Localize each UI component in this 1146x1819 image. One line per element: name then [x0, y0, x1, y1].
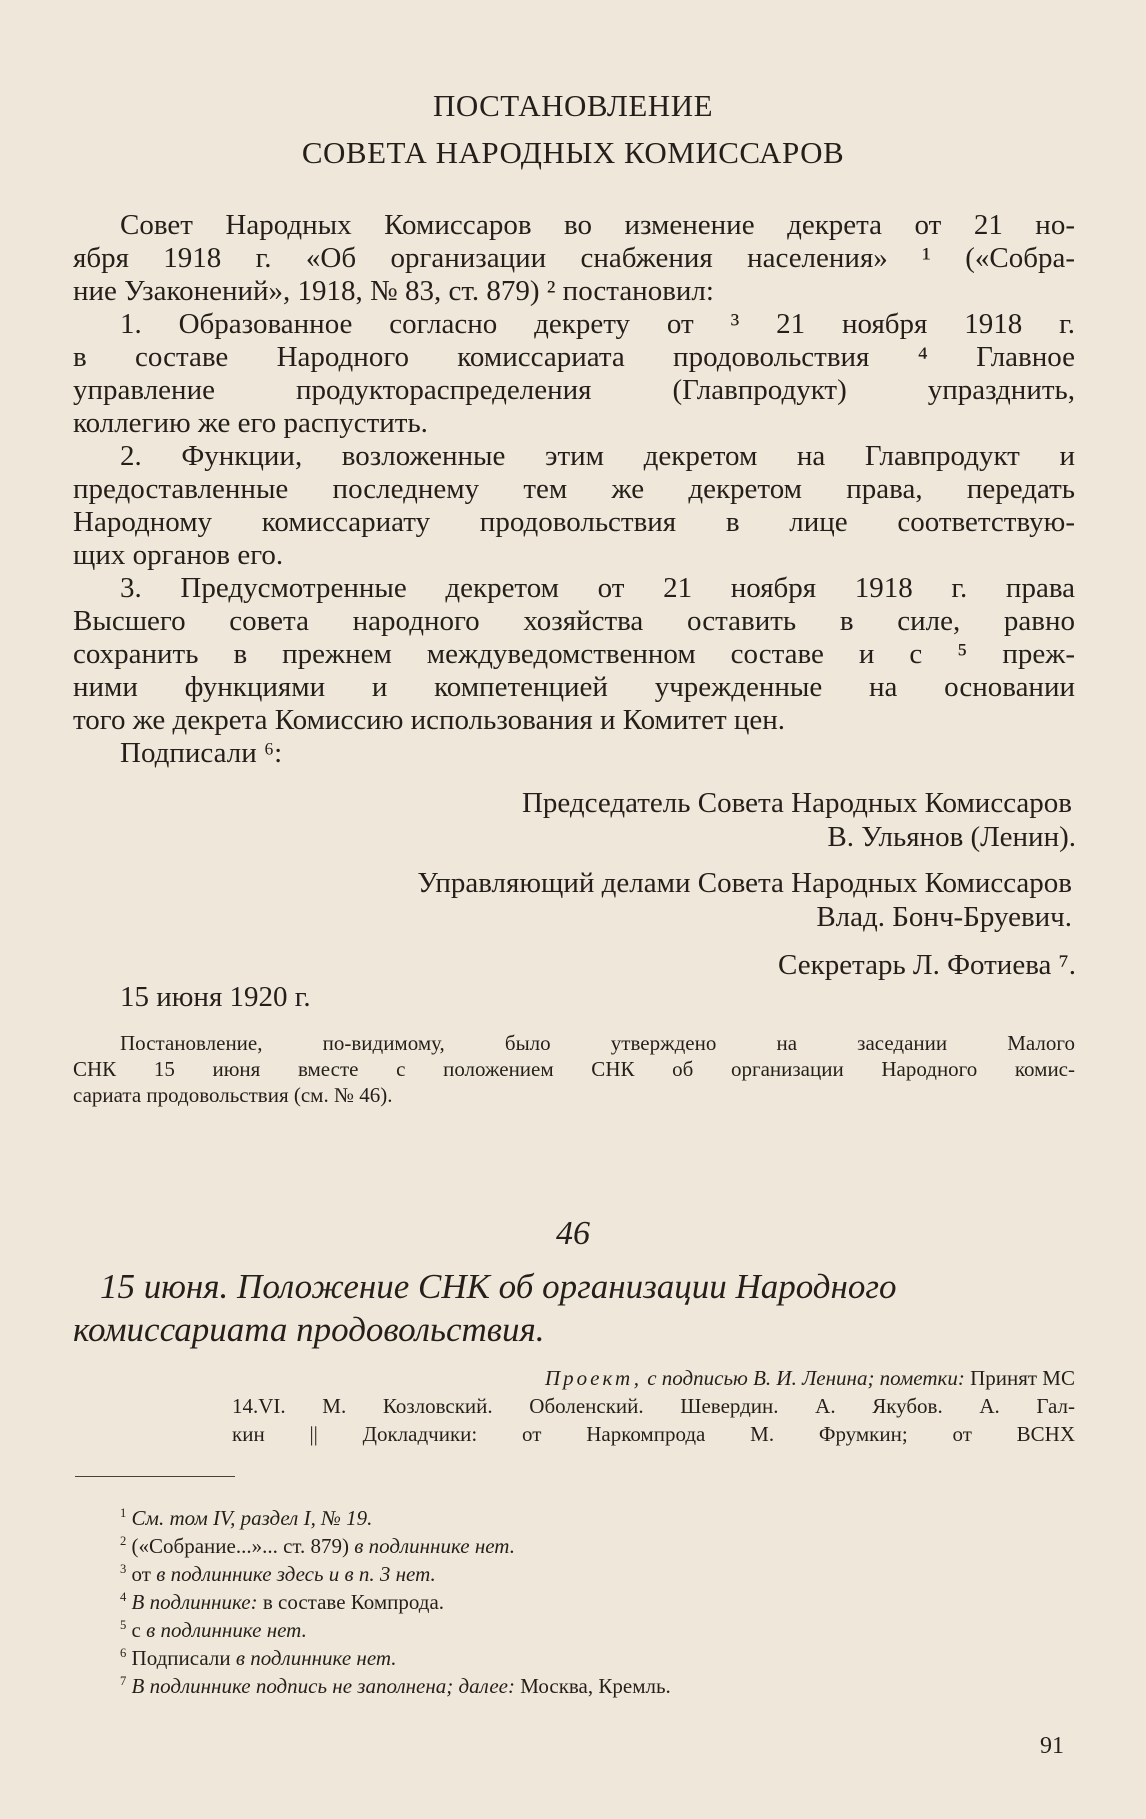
section-heading-line-2: комиссариата продовольствия.: [73, 1310, 545, 1349]
page-number: 91: [1040, 1733, 1064, 1759]
source-line-2: 14.VI. М. Козловский. Оболенский. Шевердин. А. Якубов. А. Гал-: [232, 1394, 1075, 1418]
source-line-1: [150, 1365, 1075, 1391]
body-line: управление продукторaспределения (Главпродукт) упразднить,: [73, 374, 1075, 406]
body-line: того же декрета Комиссию использования и Комитет цен.: [73, 704, 786, 736]
body-line: 3. Предусмотренные декретом от 21 ноября 1918 г. права: [120, 572, 1075, 604]
footnote-7: $^7$ В подлиннике подпись не заполнена; далее: Москва, Кремль.: [120, 1674, 671, 1698]
body-line: предоставленные последнему тем же декретом права, передать: [73, 473, 1075, 505]
document-number: 46: [556, 1215, 590, 1252]
section-heading-line-1: 15 июня. Положение СНК об организации Народного: [100, 1267, 897, 1306]
body-line: Высшего совета народного хозяйства оставить в силе, равно: [73, 605, 1075, 637]
body-line: ними функциями и компетенцией учрежденные на основании: [73, 671, 1075, 703]
body-line: коллегию же его распустить.: [73, 407, 428, 439]
document-date: 15 июня 1920 г.: [120, 981, 311, 1013]
footnote-6: $^6$ Подписали в подлиннике нет.: [120, 1646, 397, 1670]
signature-chair-name: В. Ульянов (Ленин).: [827, 821, 1076, 853]
editorial-note-line: Постановление, по-видимому, было утверждено на заседании Малого: [120, 1031, 1075, 1055]
body-line: сохранить в прежнем междуведомственном составе и с ⁵ преж-: [73, 638, 1075, 670]
editorial-note-line: СНК 15 июня вместе с положением СНК об организации Народного комис-: [73, 1057, 1075, 1081]
footnote-4: $^4$ В подлиннике: в составе Компрода.: [120, 1590, 445, 1614]
source-label: Проект,: [544, 1366, 642, 1390]
body-line: в составе Народного комиссариата продовольствия ⁴ Главное: [73, 341, 1075, 373]
footnote-divider: [75, 1476, 235, 1477]
body-line: Подписали ⁶:: [120, 737, 283, 769]
body-line: Совет Народных Комиссаров во изменение декрета от 21 но-: [120, 209, 1075, 241]
footnote-2: $^2$ («Собрание...»... ст. 879) в подлиннике нет.: [120, 1534, 515, 1558]
body-line: Народному комиссариату продовольствия в лице соответствую-: [73, 506, 1075, 538]
body-line: ние Узаконений», 1918, № 83, ст. 879) ² постановил:: [73, 275, 714, 307]
source-text: с подписью В. И. Ленина; пометки:: [641, 1366, 971, 1390]
signature-secretary: Секретарь Л. Фотиева ⁷.: [778, 949, 1076, 981]
footnote-3: $^3$ от в подлиннике здесь и в п. 3 нет.: [120, 1562, 436, 1586]
footnote-1: $^1$ См. том IV, раздел I, № 19.: [120, 1506, 373, 1530]
footnote-5: $^5$ с в подлиннике нет.: [120, 1618, 307, 1642]
signature-manager-name: Влад. Бонч-Бруевич.: [816, 901, 1072, 933]
title-line-1: ПОСТАНОВЛЕНИЕ: [432, 88, 714, 123]
body-line: 1. Образованное согласно декрету от ³ 21 ноября 1918 г.: [120, 308, 1075, 340]
source-mark: Принят МС: [970, 1366, 1075, 1390]
body-line: 2. Функции, возложенные этим декретом на Главпродукт и: [120, 440, 1075, 472]
source-line-3: кин || Докладчики: от Наркомпрода М. Фрумкин; от ВСНХ: [232, 1422, 1075, 1446]
body-line: щих органов его.: [73, 539, 284, 571]
body-line: ября 1918 г. «Об организации снабжения населения» ¹ («Собра-: [73, 242, 1075, 274]
signature-chair-title: Председатель Совета Народных Комиссаров: [521, 787, 1072, 819]
signature-manager-title: Управляющий делами Совета Народных Комиссаров: [417, 867, 1072, 899]
editorial-note-line: сариата продовольствия (см. № 46).: [73, 1083, 393, 1107]
title-line-2: СОВЕТА НАРОДНЫХ КОМИССАРОВ: [301, 135, 845, 170]
